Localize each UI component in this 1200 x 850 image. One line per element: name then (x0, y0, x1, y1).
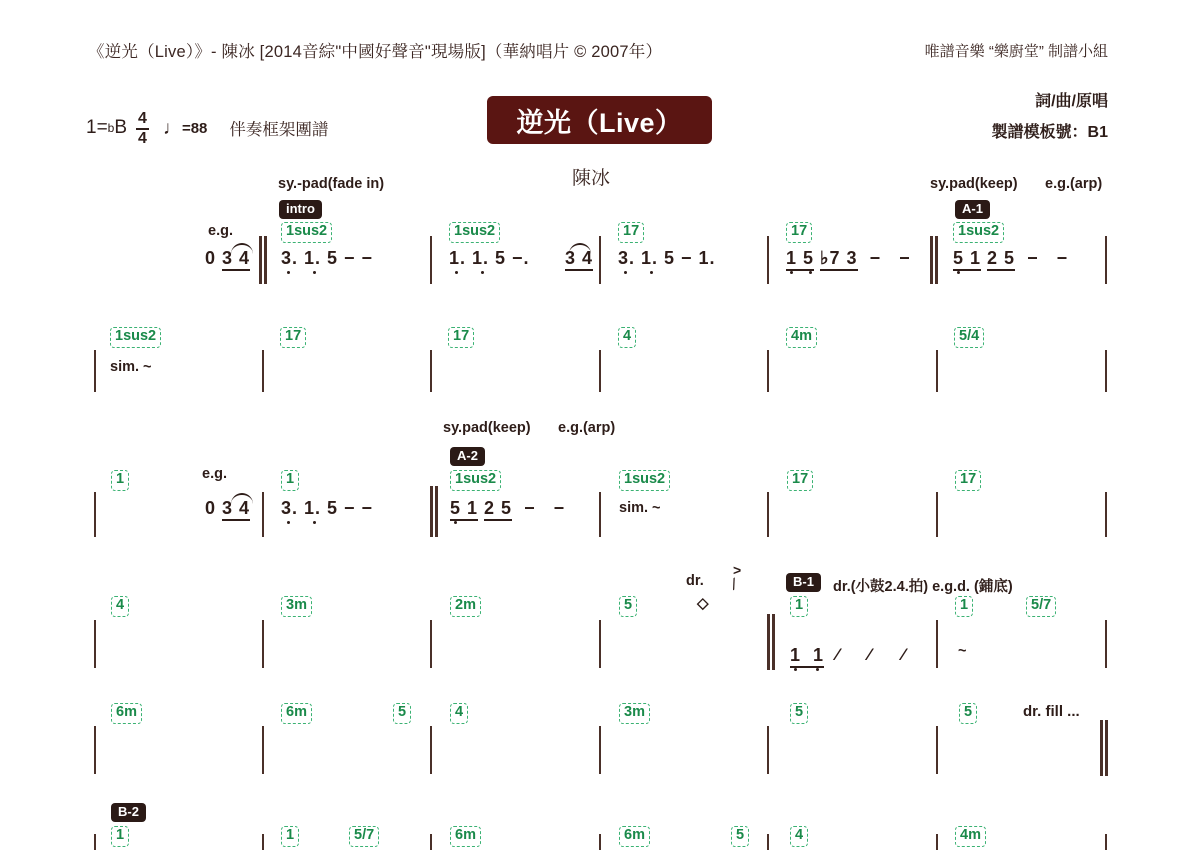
repeat-slash-2: ⁄ (868, 645, 871, 664)
quarter-note-icon: ♩ (162, 118, 182, 140)
arrangement-label: 伴奏框架團譜 (229, 121, 329, 140)
cymbal-icon: ◇ (697, 595, 709, 612)
chord-30: 5 (790, 703, 808, 724)
chord-27: 5 (393, 703, 411, 724)
anno-tilde: ~ (958, 643, 967, 659)
chord-16: 17 (787, 470, 813, 491)
chord-24: 5/7 (1026, 596, 1056, 617)
chord-31: 5 (959, 703, 977, 724)
chord-25: 6m (111, 703, 142, 724)
anno-dr-fill: dr. fill ... (1023, 703, 1080, 720)
barline-29 (936, 726, 938, 774)
chord-28: 4 (450, 703, 468, 724)
barline-16 (936, 492, 938, 537)
chord-11: 5/4 (954, 327, 984, 348)
key-note: B (114, 117, 128, 139)
time-signature (136, 111, 149, 148)
barline-34 (767, 834, 769, 850)
barline-11 (1105, 350, 1107, 392)
barline-21 (599, 620, 601, 668)
anno-dr-snare: dr.(小鼓2.4.拍) e.g.d. (鋪底) (833, 579, 1013, 595)
chord-6: 1sus2 (110, 327, 161, 348)
marker-b1: B-1 (786, 573, 821, 592)
barline-18 (94, 620, 96, 668)
barline-3 (767, 236, 769, 284)
barline-35 (936, 834, 938, 850)
notes-m1: 3. 1. 5 − − (281, 248, 374, 268)
anno-sim-2: sim. ~ (619, 500, 661, 516)
chord-15: 1sus2 (619, 470, 670, 491)
barline-23 (1105, 620, 1107, 668)
anno-eg-arp-2: e.g.(arp) (558, 420, 616, 436)
credit-lyric-composer: 詞/曲/原唱 (1035, 93, 1108, 110)
barline-12 (94, 492, 96, 537)
notes-m8: 1 1 (790, 645, 824, 666)
tie-2 (569, 243, 591, 254)
notes-m5: 5 1 2 5 − − (953, 248, 1068, 269)
time-sig-numerator: 4 (136, 111, 149, 130)
tempo-value: =88 (181, 120, 208, 138)
barline-31 (262, 834, 264, 850)
barline-36 (1105, 834, 1107, 850)
chord-17: 17 (955, 470, 981, 491)
chord-1: 1sus2 (281, 222, 332, 243)
barline-9 (767, 350, 769, 392)
marker-a2: A-2 (450, 447, 485, 466)
barline-24 (94, 726, 96, 774)
barline-5 (94, 350, 96, 392)
chord-39: 4m (955, 826, 986, 847)
barline-13 (262, 492, 264, 537)
chord-5: 1sus2 (953, 222, 1004, 243)
chord-21: 5 (619, 596, 637, 617)
marker-b2: B-2 (111, 803, 146, 822)
chord-18: 4 (111, 596, 129, 617)
barline-19 (262, 620, 264, 668)
barline-26 (430, 726, 432, 774)
chord-37: 5 (731, 826, 749, 847)
chord-26: 6m (281, 703, 312, 724)
barline-1 (430, 236, 432, 284)
barline-4 (1105, 236, 1107, 284)
chord-22: 1 (790, 596, 808, 617)
anno-dr: dr. (686, 573, 704, 589)
accent-mark-icon: > (733, 562, 742, 578)
chord-13: 1 (281, 470, 299, 491)
key-label: 1= (86, 117, 108, 139)
chord-32: 1 (111, 826, 129, 847)
anno-sy-pad-keep-2: sy.pad(keep) (443, 420, 531, 436)
chord-20: 2m (450, 596, 481, 617)
time-sig-denominator: 4 (138, 130, 147, 148)
song-title-box (487, 96, 712, 144)
chord-36: 6m (619, 826, 650, 847)
tempo-marking (163, 117, 207, 139)
barline-14 (599, 492, 601, 537)
anno-eg-2: e.g. (202, 466, 227, 482)
notes-m2: 1. 1. 5 −. (449, 248, 530, 268)
anno-eg-1: e.g. (208, 223, 233, 239)
barline-30 (94, 834, 96, 850)
barline-28 (767, 726, 769, 774)
chord-8: 17 (448, 327, 474, 348)
barline-2 (599, 236, 601, 284)
barline-6 (262, 350, 264, 392)
chord-23: 1 (955, 596, 973, 617)
barline-10 (936, 350, 938, 392)
marker-a1: A-1 (955, 200, 990, 219)
chord-14: 1sus2 (450, 470, 501, 491)
chord-10: 4m (786, 327, 817, 348)
barline-15 (767, 492, 769, 537)
barline-8 (599, 350, 601, 392)
chord-3: 17 (618, 222, 644, 243)
notes-m3: 3. 1. 5 − 1. (618, 248, 716, 268)
tie-3 (231, 493, 253, 504)
chord-34: 5/7 (349, 826, 379, 847)
barline-17 (1105, 492, 1107, 537)
tie-1 (231, 243, 253, 254)
barline-32 (430, 834, 432, 850)
key-tempo-line (86, 110, 328, 147)
credit-template-no: 製譜模板號：B1 (991, 124, 1108, 141)
chord-12: 1 (111, 470, 129, 491)
repeat-slash-1: ⁄ (836, 645, 839, 664)
chord-7: 17 (280, 327, 306, 348)
chord-35: 6m (450, 826, 481, 847)
anno-sy-pad-fade-in: sy.-pad(fade in) (278, 176, 385, 192)
barline-27 (599, 726, 601, 774)
chord-9: 4 (618, 327, 636, 348)
score-header-left: 《逆光（Live）》- 陳冰 [2014音綜"中國好聲音"現場版]（華納唱片 © 2007年） (88, 43, 663, 61)
anno-sy-pad-keep-1: sy.pad(keep) (930, 176, 1018, 192)
slash-stroke-icon: ∕ (728, 576, 740, 593)
notes-m6: 3. 1. 5 − − (281, 498, 374, 518)
repeat-slash-3: ⁄ (902, 645, 905, 664)
chord-38: 4 (790, 826, 808, 847)
notes-m4: 1 5 ♭7 3 − − (786, 248, 911, 269)
chord-29: 3m (619, 703, 650, 724)
barline-20 (430, 620, 432, 668)
marker-intro: intro (279, 200, 322, 219)
chord-33: 1 (281, 826, 299, 847)
artist-name: 陳冰 (572, 168, 611, 189)
notes-m7: 5 1 2 5 − − (450, 498, 565, 519)
anno-sim-1: sim. ~ (110, 359, 152, 375)
notes-m2-tail: 3 4 (565, 248, 593, 269)
song-title: 逆光（Live） (516, 107, 683, 138)
chord-2: 1sus2 (449, 222, 500, 243)
key-flat-symbol: b (107, 121, 115, 136)
chord-4: 17 (786, 222, 812, 243)
score-header-right: 唯譜音樂 “樂廚堂” 制譜小組 (924, 43, 1108, 60)
barline-7 (430, 350, 432, 392)
barline-33 (599, 834, 601, 850)
notes-pickup-1: 0 3 4 (205, 248, 250, 269)
chord-19: 3m (281, 596, 312, 617)
notes-pickup-2: 0 3 4 (205, 498, 250, 519)
barline-22 (936, 620, 938, 668)
barline-25 (262, 726, 264, 774)
anno-eg-arp-1: e.g.(arp) (1045, 176, 1103, 192)
